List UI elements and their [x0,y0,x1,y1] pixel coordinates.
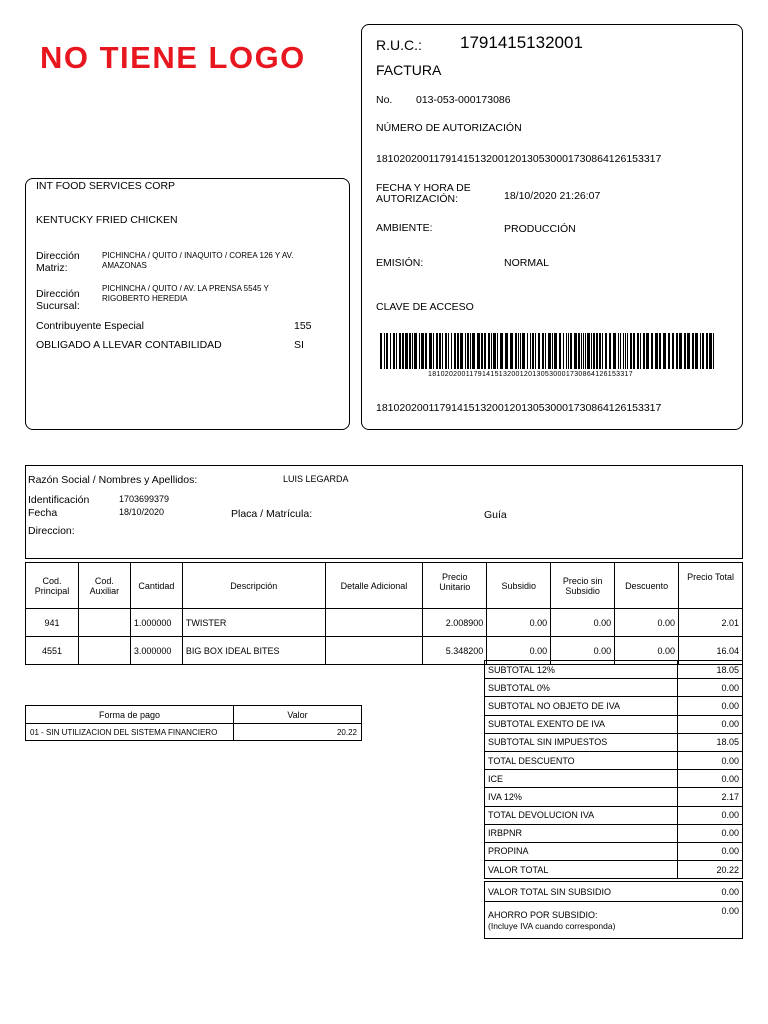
special-taxpayer-value: 155 [294,320,312,332]
document-type: FACTURA [376,62,442,78]
payment-value: 20.22 [234,724,362,741]
access-key-label: CLAVE DE ACCESO [376,301,474,313]
customer-id-label: Identificación [28,494,90,506]
customer-box [25,465,743,559]
totals-row [485,697,743,715]
issuer-box [25,178,350,430]
ruc-number: 1791415132001 [460,33,583,52]
col-detalle: Detalle Adicional [325,563,423,609]
authorization-number: 1810202001179141513200120130530001730864126153317 [376,153,662,165]
customer-date: 18/10/2020 [119,507,165,517]
col-cantidad: Cantidad [130,563,182,609]
subsidy-box [484,881,743,939]
col-cod-principal: Cod. Principal [26,563,79,609]
col-subsidio: Subsidio [487,563,551,609]
col-cod-auxiliar: Cod. Auxiliar [78,563,130,609]
sucursal-address-label: Dirección Sucursal: [36,288,80,312]
payment-value-header: Valor [234,706,362,724]
authorization-date-label: FECHA Y HORA DE AUTORIZACIÓN: [376,182,471,205]
guide-label: Guía [484,509,507,521]
totals-label: PROPINA [485,842,678,860]
col-descuento: Descuento [615,563,679,609]
totals-value: 0.00 [678,824,743,842]
logo-placeholder-text: NO TIENE LOGO [40,40,306,75]
totals-value: 18.05 [678,733,743,751]
special-taxpayer-label: Contribuyente Especial [36,320,144,332]
totals-value: 0.00 [678,842,743,860]
totals-value: 0.00 [678,751,743,769]
totals-row [485,679,743,697]
totals-row [485,824,743,842]
totals-label: TOTAL DEVOLUCION IVA [485,806,678,824]
totals-label: SUBTOTAL 0% [485,679,678,697]
sucursal-address: PICHINCHA / QUITO / AV. LA PRENSA 5545 Y RIGOBERTO HEREDIA [102,284,269,303]
totals-row [485,806,743,824]
matriz-address: PICHINCHA / QUITO / INAQUITO / COREA 126 Y AV. AMAZONAS [102,251,294,270]
totals-label: SUBTOTAL NO OBJETO DE IVA [485,697,678,715]
totals-row [485,788,743,806]
total-without-subsidy-value: 0.00 [721,887,739,897]
totals-label: SUBTOTAL EXENTO DE IVA [485,715,678,733]
customer-date-label: Fecha [28,507,58,519]
totals-value: 0.00 [678,697,743,715]
emision-value: NORMAL [504,257,549,269]
col-precio-sin-subsidio: Precio sin Subsidio [551,563,615,609]
payment-table [25,705,362,741]
totals-row [485,770,743,788]
table-row: 941 1.000000 TWISTER 2.008900 0.00 0.00 0.00 2.01 [26,609,743,637]
totals-value: 0.00 [678,715,743,733]
accounting-label: OBLIGADO A LLEVAR CONTABILIDAD [36,339,222,351]
totals-row [485,751,743,769]
issuer-company: INT FOOD SERVICES CORP [36,180,176,192]
address-label: Direccion: [28,525,75,537]
emision-label: EMISIÓN: [376,257,424,269]
ambiente-label: AMBIENTE: [376,222,433,234]
payment-row [26,724,362,741]
totals-label: SUBTOTAL SIN IMPUESTOS [485,733,678,751]
invoice-number-label: No. [376,94,393,106]
totals-row [485,861,743,879]
totals-row [485,661,743,679]
subsidy-savings-value: 0.00 [721,906,739,916]
totals-table [484,660,743,879]
totals-value: 2.17 [678,788,743,806]
totals-label: SUBTOTAL 12% [485,661,678,679]
plate-label: Placa / Matrícula: [231,508,313,520]
invoice-number: 013-053-000173086 [416,94,511,106]
totals-label: IVA 12% [485,788,678,806]
customer-name: LUIS LEGARDA [283,474,349,484]
customer-name-label: Razón Social / Nombres y Apellidos: [28,474,198,486]
customer-id: 1703699379 [119,494,170,504]
totals-row [485,733,743,751]
payment-method-header: Forma de pago [26,706,234,724]
totals-label: IRBPNR [485,824,678,842]
totals-label: VALOR TOTAL [485,861,678,879]
payment-header-row [26,706,362,724]
subsidy-savings-label: AHORRO POR SUBSIDIO: [488,910,598,920]
barcode-caption: 1810202001179141513200120130530001730864126153317 [428,371,633,378]
totals-label: ICE [485,770,678,788]
authorization-label: NÚMERO DE AUTORIZACIÓN [376,122,522,134]
authorization-date: 18/10/2020 21:26:07 [504,190,601,202]
totals-value: 0.00 [678,806,743,824]
items-header-row [26,563,743,609]
totals-value: 18.05 [678,661,743,679]
totals-value: 0.00 [678,679,743,697]
col-descripcion: Descripción [182,563,325,609]
access-key-barcode [380,333,718,371]
ambiente-value: PRODUCCIÓN [504,223,576,235]
issuer-trade-name: KENTUCKY FRIED CHICKEN [36,214,178,226]
items-table [25,562,743,665]
totals-row [485,842,743,860]
totals-row [485,715,743,733]
totals-value: 0.00 [678,770,743,788]
subsidy-savings-note: (Incluye IVA cuando corresponda) [488,921,616,931]
col-precio-unitario: Precio Unitario [423,563,487,609]
totals-label: TOTAL DESCUENTO [485,751,678,769]
totals-value: 20.22 [678,861,743,879]
accounting-value: SI [294,339,304,351]
col-precio-total: Precio Total [679,563,743,609]
table-row: 4551 3.000000 BIG BOX IDEAL BITES 5.348200 0.00 0.00 0.00 16.04 [26,637,743,665]
payment-method: 01 - SIN UTILIZACION DEL SISTEMA FINANCIERO [26,724,234,741]
ruc-label: R.U.C.: [376,37,422,53]
access-key: 1810202001179141513200120130530001730864126153317 [376,402,662,414]
total-without-subsidy-label: VALOR TOTAL SIN SUBSIDIO [488,887,612,897]
matriz-address-label: Dirección Matriz: [36,250,80,274]
